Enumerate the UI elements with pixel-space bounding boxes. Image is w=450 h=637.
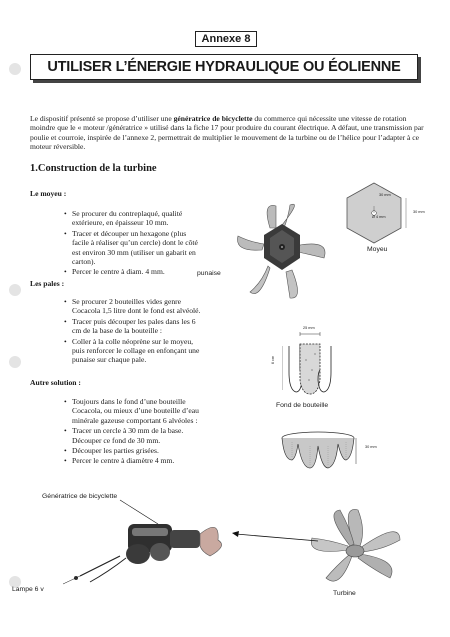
list-item: • Percer le centre à diam. 4 mm. xyxy=(72,267,202,276)
intro-bold: génératrice de bicyclette xyxy=(173,114,253,123)
page-title: UTILISER L’ÉNERGIE HYDRAULIQUE OU ÉOLIENNE xyxy=(30,54,418,80)
list-item: • Découper les parties grisées. xyxy=(72,446,202,455)
turbine-photo xyxy=(232,200,332,310)
list-item: • Se procurer du contreplaqué, qualité extérieure, en épaisseur 10 mm. xyxy=(72,209,202,228)
section-title: 1.Construction de la turbine xyxy=(30,163,157,174)
lampe-label: Lampe 6 v xyxy=(12,586,44,593)
binder-hole xyxy=(9,356,21,368)
list-item: • Coller à la colle néoprène sur le moyeu, puis renforcer le collage en enfonçant une punaise sur chaque pale. xyxy=(72,337,202,365)
list-item: • Tracer un cercle à 30 mm de la base. Découper ce fond de 30 mm. xyxy=(72,426,202,445)
generator-photo xyxy=(60,496,230,586)
generatrice-label: Génératrice de bicyclette xyxy=(42,493,118,500)
moyeu-dim-side: 30 mm xyxy=(379,193,391,197)
binder-hole xyxy=(9,284,21,296)
list-item: • Se procurer 2 bouteilles vides genre Cocacola 1,5 litre dont le fond est alvéolé. xyxy=(72,297,202,316)
punaise-label: punaise xyxy=(197,270,221,277)
arrow-icon xyxy=(230,528,320,544)
annexe-label: Annexe 8 xyxy=(195,31,257,47)
list-item: • Tracer puis découper les pales dans les 6 cm de la base de la bouteille : xyxy=(72,317,202,336)
moyeu-label: Moyeu xyxy=(367,246,388,253)
turbine-photo-bottom xyxy=(300,500,410,590)
autre-heading: Autre solution : xyxy=(30,378,81,387)
dim-30mm: 30 mm xyxy=(365,445,377,449)
turbine-label: Turbine xyxy=(333,590,356,597)
pales-heading: Les pales : xyxy=(30,279,65,288)
list-item: • Tracer et découper un hexagone (plus facile à réaliser qu’un cercle) dont le côté est environ 30 mm (utiliser un gabarit en carton). xyxy=(72,229,202,267)
moyeu-dim-hole: Ø 4 mm xyxy=(372,215,386,219)
intro-text-1: Le dispositif présenté se propose d’utiliser une xyxy=(30,114,174,123)
binder-hole xyxy=(9,63,21,75)
dim-6cm: 6 cm xyxy=(271,355,276,365)
list-item: • Toujours dans le fond d’une bouteille Cocacola, ou mieux d’une bouteille d’eau minérale gazeuse comportant 6 alvéoles : xyxy=(72,397,202,425)
blade-template-drawing xyxy=(282,330,352,398)
list-item: • Percer le centre à diamètre 4 mm. xyxy=(72,456,202,465)
intro-text-2: du commerce qui nécessite une vitesse de rotation moindre que le « moteur /génératrice » utilisé dans la fiche 17 pour produire du courant électrique. A défaut, une transmission par poulie et courroie, inspirée de l’annexe 2, permettrait de multiplier le mouvement de la turbine ou de l’hélice pour l’adapter à ce moteur réversible. xyxy=(30,114,424,152)
bottle-bottom-drawing xyxy=(280,428,360,476)
autre-list xyxy=(60,397,202,467)
dim-25mm: 25 mm xyxy=(303,326,315,330)
pales-list xyxy=(60,297,202,366)
moyeu-list xyxy=(60,209,202,278)
intro-paragraph xyxy=(30,114,425,152)
moyeu-heading: Le moyeu : xyxy=(30,189,67,198)
moyeu-dim-right: 30 mm xyxy=(413,210,425,214)
fond-label: Fond de bouteille xyxy=(276,402,329,409)
